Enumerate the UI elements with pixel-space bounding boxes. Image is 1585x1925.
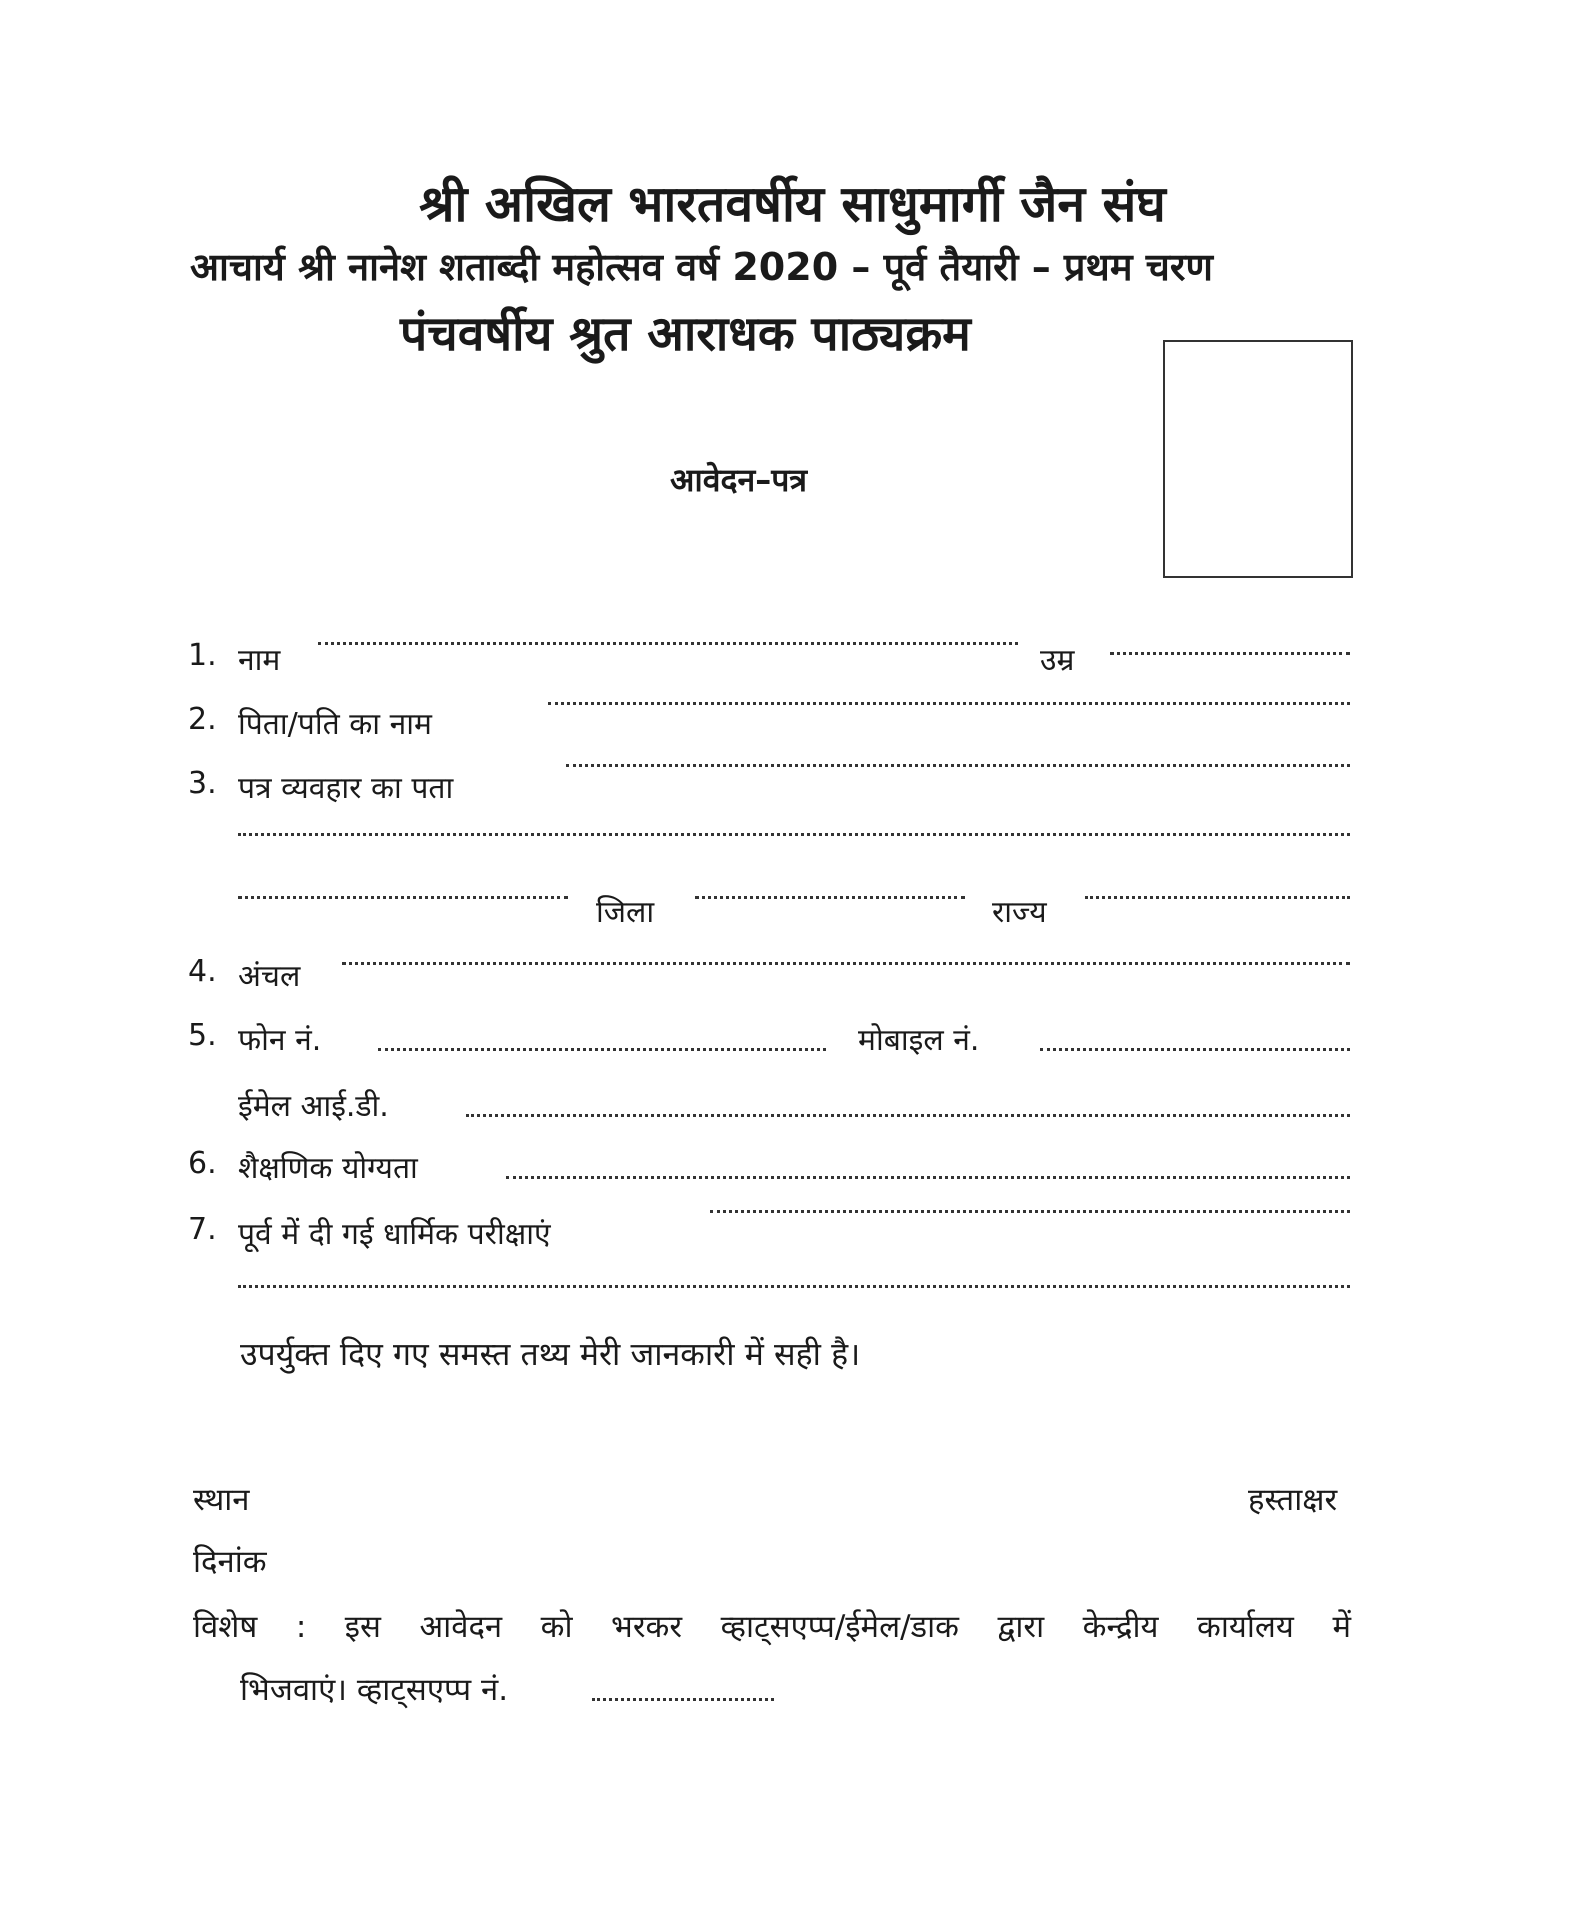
religious-exams-label: पूर्व में दी गई धार्मिक परीक्षाएं xyxy=(238,1217,551,1252)
field-number: 6. xyxy=(188,1146,217,1181)
education-label: शैक्षणिक योग्यता xyxy=(238,1151,418,1186)
age-input-line[interactable] xyxy=(1110,652,1350,655)
declaration-text: उपर्युक्त दिए गए समस्त तथ्य मेरी जानकारी में सही है। xyxy=(240,1335,861,1373)
field-number: 7. xyxy=(188,1212,217,1247)
course-name: पंचवर्षीय श्रुत आराधक पाठ्यक्रम xyxy=(400,306,971,362)
organization-name: श्री अखिल भारतवर्षीय साधुमार्गी जैन संघ xyxy=(419,175,1166,233)
zone-label: अंचल xyxy=(238,959,301,994)
photo-box[interactable] xyxy=(1163,340,1353,578)
district-label: जिला xyxy=(596,895,655,930)
religious-exams-input-line-2[interactable] xyxy=(238,1285,1350,1288)
signature-label: हस्ताक्षर xyxy=(1248,1482,1338,1518)
phone-label: फोन नं. xyxy=(238,1023,322,1058)
form-title: आवेदन–पत्र xyxy=(670,461,808,499)
name-input-line[interactable] xyxy=(318,642,1018,645)
address-label: पत्र व्यवहार का पता xyxy=(238,771,454,806)
place-label: स्थान xyxy=(193,1482,250,1518)
age-label: उम्र xyxy=(1040,643,1075,678)
special-note-line-2: भिजवाएं। व्हाट्सएप्प नं. xyxy=(240,1672,509,1708)
religious-exams-input-line-1[interactable] xyxy=(710,1210,1350,1213)
field-number: 1. xyxy=(188,638,217,673)
special-note-line-1: विशेष : इस आवेदन को भरकर व्हाट्सएप्प/ईमेल/डाक द्वारा केन्द्रीय कार्यालय में xyxy=(193,1609,1351,1645)
mobile-label: मोबाइल नं. xyxy=(858,1023,980,1058)
field-number: 3. xyxy=(188,766,217,801)
address-input-line-2[interactable] xyxy=(238,833,1350,836)
event-line: आचार्य श्री नानेश शताब्दी महोत्सव वर्ष 2020 – पूर्व तैयारी – प्रथम चरण xyxy=(190,245,1213,289)
address-input-line-3[interactable] xyxy=(238,896,568,899)
father-husband-name-label: पिता/पति का नाम xyxy=(238,707,432,742)
field-number: 5. xyxy=(188,1018,217,1053)
name-label: नाम xyxy=(238,643,281,678)
state-label: राज्य xyxy=(992,895,1047,930)
email-label: ईमेल आई.डी. xyxy=(238,1089,389,1124)
education-input-line[interactable] xyxy=(506,1176,1350,1179)
whatsapp-number-input-line[interactable] xyxy=(592,1698,774,1701)
field-number: 2. xyxy=(188,702,217,737)
district-input-line[interactable] xyxy=(695,896,965,899)
field-number: 4. xyxy=(188,954,217,989)
father-husband-name-input-line[interactable] xyxy=(548,702,1350,705)
phone-input-line[interactable] xyxy=(378,1048,826,1051)
state-input-line[interactable] xyxy=(1085,896,1350,899)
email-input-line[interactable] xyxy=(466,1114,1350,1117)
address-input-line-1[interactable] xyxy=(566,764,1350,767)
date-label: दिनांक xyxy=(193,1544,267,1580)
zone-input-line[interactable] xyxy=(342,962,1350,965)
mobile-input-line[interactable] xyxy=(1040,1048,1350,1051)
